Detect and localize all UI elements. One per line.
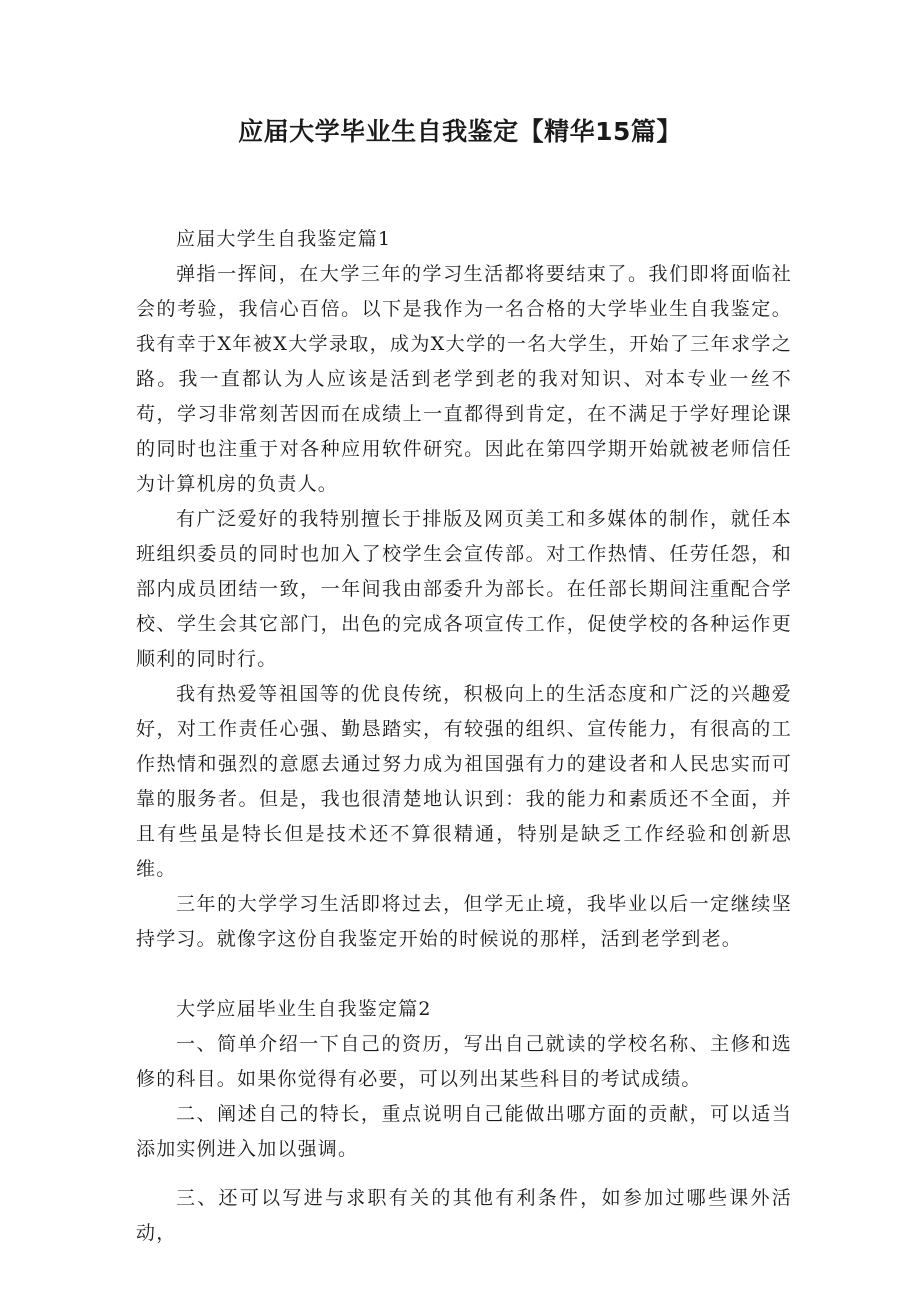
paragraph: 弹指一挥间，在大学三年的学习生活都将要结束了。我们即将面临社会的考验，我信心百倍。以下是我作为一名合格的大学毕业生自我鉴定。我有幸于X年被X大学录取，成为X大学的一名大学生，开始了三年求学之路。我一直都认为人应该是活到老学到老的我对知识、对本专业一丝不苟，学习非常刻苦因而在成绩上一直都得到肯定，在不满足于学好理论课的同时也注重于对各种应用软件研究。因此在第四学期开始就被老师信任为计算机房的负责人。 [136,263,792,495]
paragraph: 我有热爱等祖国等的优良传统，积极向上的生活态度和广泛的兴趣爱好，对工作责任心强、勤恳踏实，有较强的组织、宣传能力，有很高的工作热情和强烈的意愿去通过努力成为祖国强有力的建设者和人民忠实而可靠的服务者。但是，我也很清楚地认识到：我的能力和素质还不全面，并且有些虽是特长但是技术还不算很精通，特别是缺乏工作经验和创新思维。 [136,683,792,880]
paragraph: 三、还可以写进与求职有关的其他有利条件，如参加过哪些课外活动， [136,1187,792,1244]
paragraph: 一、简单介绍一下自己的资历，写出自己就读的学校名称、主修和选修的科目。如果你觉得有必要，可以列出某些科目的考试成绩。 [136,1033,792,1090]
section-heading-1: 应届大学生自我鉴定篇1 [176,228,392,250]
paragraph: 二、阐述自己的特长，重点说明自己能做出哪方面的贡献，可以适当添加实例进入加以强调。 [136,1103,792,1160]
section-heading-2: 大学应届毕业生自我鉴定篇2 [176,998,432,1020]
document-title: 应届大学毕业生自我鉴定【精华15篇】 [238,117,682,146]
paragraph: 有广泛爱好的我特别擅长于排版及网页美工和多媒体的制作，就任本班组织委员的同时也加入了校学生会宣传部。对工作热情、任劳任怨，和部内成员团结一致，一年间我由部委升为部长。在任部长期间注重配合学校、学生会其它部门，出色的完成各项宣传工作，促使学校的各种运作更顺利的同时行。 [136,508,792,670]
section-spacer [136,957,792,992]
paragraph-spacer [136,1167,792,1181]
paragraph: 三年的大学学习生活即将过去，但学无止境，我毕业以后一定继续坚持学习。就像字这份自我鉴定开始的时候说的那样，活到老学到老。 [136,893,792,950]
document-body [136,222,792,1251]
